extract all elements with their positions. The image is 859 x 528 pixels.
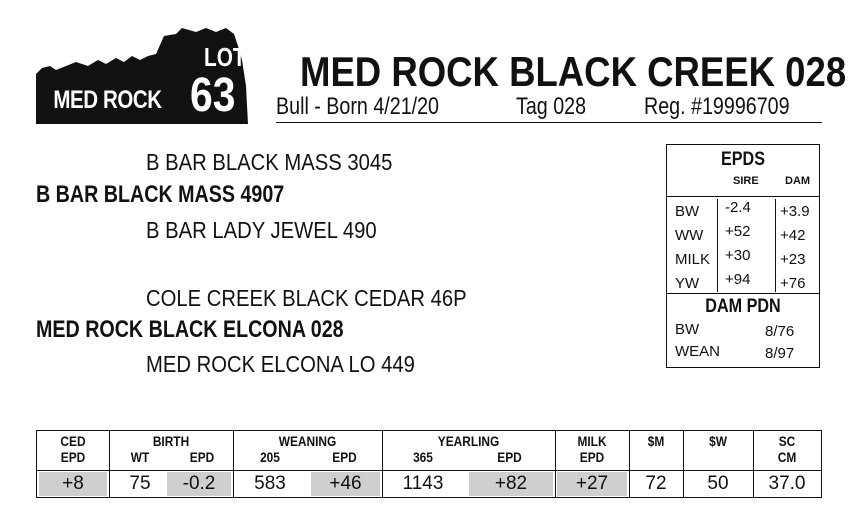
year-epd-header: EPD [497,449,522,465]
wean-205-value: 583 [254,473,286,494]
epd-sire-value: -2.4 [725,199,751,216]
dam-dam: MED ROCK ELCONA LO 449 [146,351,415,377]
milk-sub-header: EPD [579,449,605,465]
sire: B BAR BLACK MASS 4907 [36,181,285,208]
epd-box [666,144,820,368]
birth-epd-header: EPD [189,449,215,465]
registration-number: Reg. #19996709 [644,93,790,120]
animal-info-line [276,94,822,123]
epd-dam-header: DAM [785,175,811,187]
wean-epd-header: EPD [332,449,357,465]
performance-table [36,430,822,498]
milk-header: MILK [577,433,607,449]
sc-sub-header: CM [777,449,797,465]
ced-header: CED [60,433,86,449]
pdn-label: WEAN [675,343,720,360]
sc-header: SC [778,433,796,449]
sire-dam: B BAR LADY JEWEL 490 [146,217,377,243]
dollar-m-header: $M [647,433,665,449]
epd-dam-value: +42 [780,227,806,244]
birth-epd-value: -0.2 [167,472,231,496]
animal-name: MED ROCK BLACK CREEK 028 [300,48,847,95]
birth-header: BIRTH [152,433,190,449]
tag-number: Tag 028 [516,93,587,120]
pdn-label: BW [675,321,700,338]
lot-logo [36,26,248,124]
pdn-value: 8/76 [765,323,795,340]
birth-wt-header: WT [130,449,150,465]
ced-value: +8 [39,472,107,496]
milk-epd-value: +27 [557,472,627,496]
dam: MED ROCK BLACK ELCONA 028 [36,316,344,343]
weaning-header: WEANING [278,433,337,449]
epd-sire-value: +94 [725,271,751,288]
epd-trait: WW [675,227,704,244]
dam-sire: COLE CREEK BLACK CEDAR 46P [146,285,467,311]
epd-sire-value: +52 [725,223,751,240]
epd-title: EPDS [721,149,765,170]
lot-label: LOT [204,42,246,72]
ced-sub-header: EPD [60,449,86,465]
sire-sire: B BAR BLACK MASS 3045 [146,149,393,175]
year-epd-value: +82 [469,472,553,496]
logo-brand: MED ROCK [53,86,162,114]
epd-trait: BW [675,203,700,220]
dollar-w-value: 50 [707,473,729,494]
year-365-value: 1143 [402,473,444,494]
birth-wt-value: 75 [129,473,151,494]
sc-value: 37.0 [768,473,806,494]
epd-dam-value: +23 [780,251,806,268]
epd-trait: YW [675,275,700,292]
yearling-header: YEARLING [437,433,500,449]
epd-dam-value: +76 [780,275,806,292]
lot-number: 63 [190,69,236,122]
epd-dam-value: +3.9 [780,203,810,220]
epd-sire-header: SIRE [733,175,759,187]
dollar-w-header: $W [709,433,727,449]
pdn-value: 8/97 [765,345,795,362]
epd-trait: MILK [675,251,711,268]
dam-pdn-title: DAM PDN [705,296,781,317]
sex-born: Bull - Born 4/21/20 [276,93,440,120]
dollar-m-value: 72 [645,473,667,494]
epd-sire-value: +30 [725,247,751,264]
wean-epd-value: +46 [311,472,380,496]
wean-205-header: 205 [260,449,280,465]
year-365-header: 365 [413,449,433,465]
